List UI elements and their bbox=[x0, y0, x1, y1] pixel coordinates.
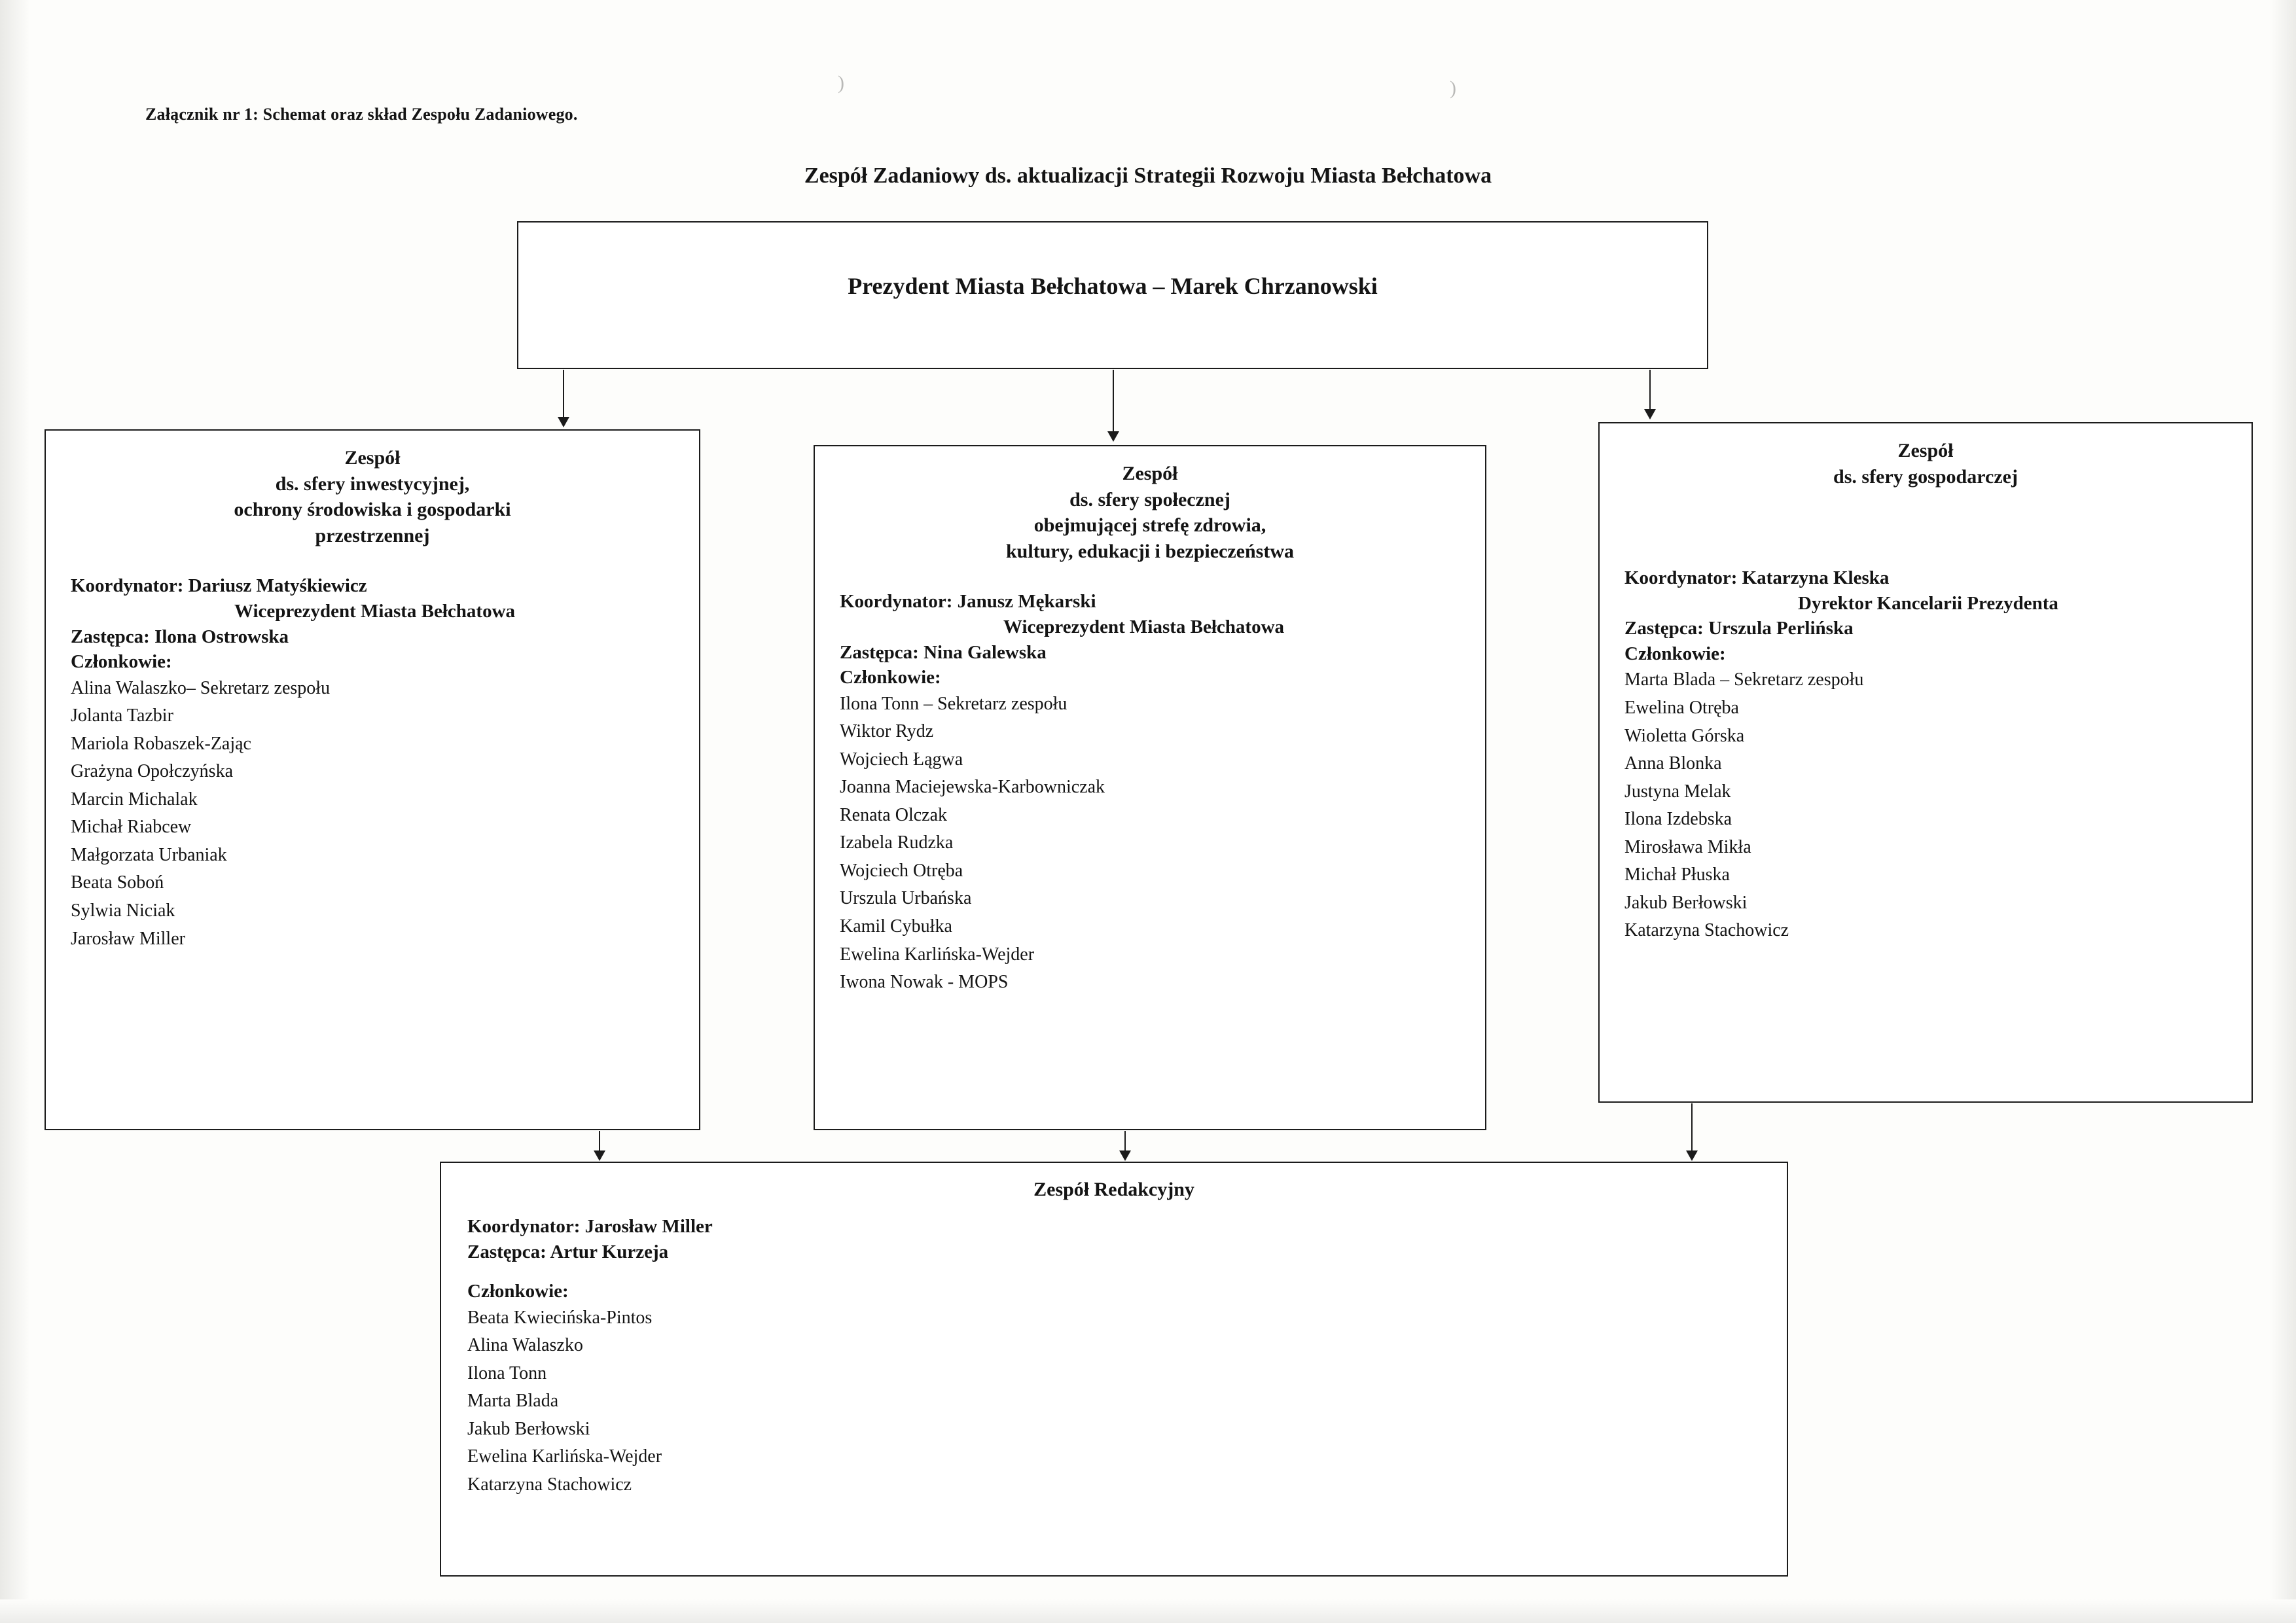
member-item: Jakub Berłowski bbox=[467, 1418, 590, 1439]
team-box-social bbox=[814, 445, 1486, 1130]
attachment-note: Załącznik nr 1: Schemat oraz skład Zespołu Zadaniowego. bbox=[145, 105, 578, 124]
member-item: Michał Riabcew bbox=[71, 817, 192, 838]
member-item: Małgorzata Urbaniak bbox=[71, 844, 227, 865]
member-item: Alina Walaszko– Sekretarz zespołu bbox=[71, 677, 331, 698]
team-header-line: ds. sfery gospodarczej bbox=[1833, 465, 2018, 488]
arrow-president-to-investment bbox=[563, 370, 564, 426]
coordinator: Koordynator: Janusz Mękarski bbox=[840, 591, 1096, 613]
member-item: Anna Blonka bbox=[1624, 753, 1722, 774]
coordinator-role: Dyrektor Kancelarii Prezydenta bbox=[1798, 592, 2058, 614]
team-body-investment bbox=[46, 573, 699, 953]
team-header-line: ds. sfery społecznej bbox=[1069, 488, 1230, 510]
team-header-line: kultury, edukacji i bezpieczeństwa bbox=[1006, 540, 1294, 562]
members-label: Członkowie: bbox=[840, 667, 941, 688]
team-header-line: przestrzennej bbox=[315, 524, 430, 546]
member-item: Wojciech Łągwa bbox=[840, 749, 963, 770]
member-item: Katarzyna Stachowicz bbox=[467, 1474, 632, 1495]
member-item: Urszula Urbańska bbox=[840, 888, 972, 909]
page-title: Zespół Zadaniowy ds. aktualizacji Strategii Rozwoju Miasta Bełchatowa bbox=[804, 164, 1492, 188]
team-header-line: Zespół bbox=[344, 447, 401, 469]
member-item: Marcin Michalak bbox=[71, 789, 198, 810]
scan-edge-left bbox=[0, 0, 30, 1623]
member-item: Mirosława Mikła bbox=[1624, 836, 1751, 857]
member-item: Beata Soboń bbox=[71, 872, 164, 893]
deputy: Zastępca: Ilona Ostrowska bbox=[71, 626, 289, 647]
member-item: Alina Walaszko bbox=[467, 1335, 583, 1356]
member-item: Grażyna Opołczyńska bbox=[71, 761, 234, 782]
editorial-team-box bbox=[440, 1162, 1788, 1577]
member-item: Sylwia Niciak bbox=[71, 901, 175, 921]
member-item: Marta Blada – Sekretarz zespołu bbox=[1624, 669, 1864, 690]
coordinator: Koordynator: Katarzyna Kleska bbox=[1624, 567, 1890, 589]
member-item: Iwona Nowak - MOPS bbox=[840, 972, 1009, 993]
scan-artifact-mark: ) bbox=[838, 72, 844, 94]
member-item: Wiktor Rydz bbox=[840, 721, 934, 742]
member-item: Katarzyna Stachowicz bbox=[1624, 920, 1789, 941]
team-header-line: Zespół bbox=[1122, 463, 1178, 484]
arrow-president-to-social bbox=[1113, 370, 1114, 440]
member-item: Beata Kwiecińska-Pintos bbox=[467, 1307, 653, 1328]
member-item: Ilona Tonn bbox=[467, 1363, 547, 1383]
members-list bbox=[71, 675, 683, 953]
arrow-social-to-editorial bbox=[1124, 1131, 1126, 1160]
member-item: Joanna Maciejewska-Karbowniczak bbox=[840, 777, 1105, 798]
team-header-line: Zespół bbox=[1897, 440, 1954, 461]
members-label: Członkowie: bbox=[71, 651, 172, 673]
member-item: Ilona Tonn – Sekretarz zespołu bbox=[840, 693, 1067, 714]
team-body-economy bbox=[1600, 565, 2251, 945]
deputy: Zastępca: Artur Kurzeja bbox=[467, 1241, 669, 1262]
deputy: Zastępca: Nina Galewska bbox=[840, 641, 1047, 663]
president-label: Prezydent Miasta Bełchatowa – Marek Chrzanowski bbox=[848, 273, 1378, 299]
member-item: Ewelina Otręba bbox=[1624, 697, 1739, 718]
team-box-investment bbox=[45, 429, 700, 1130]
member-item: Ewelina Karlińska-Wejder bbox=[840, 944, 1035, 965]
member-item: Jakub Berłowski bbox=[1624, 892, 1748, 913]
scan-artifact-mark: ) bbox=[1450, 77, 1456, 99]
coordinator: Koordynator: Dariusz Matyśkiewicz bbox=[71, 575, 367, 597]
team-header-line: ds. sfery inwestycyjnej, bbox=[275, 473, 470, 495]
member-item: Mariola Robaszek-Zając bbox=[71, 733, 251, 754]
deputy: Zastępca: Urszula Perlińska bbox=[1624, 618, 1854, 639]
member-item: Wioletta Górska bbox=[1624, 725, 1745, 746]
president-box bbox=[517, 221, 1708, 369]
member-item: Jarosław Miller bbox=[71, 928, 185, 949]
members-list bbox=[467, 1304, 1787, 1499]
member-item: Ewelina Karlińska-Wejder bbox=[467, 1446, 662, 1467]
member-item: Michał Płuska bbox=[1624, 865, 1730, 885]
member-item: Jolanta Tazbir bbox=[71, 705, 173, 726]
coordinator: Koordynator: Jarosław Miller bbox=[467, 1216, 713, 1237]
team-header-economy bbox=[1600, 423, 2251, 490]
members-list bbox=[1624, 666, 2236, 944]
member-item: Ilona Izdebska bbox=[1624, 809, 1732, 830]
member-item: Izabela Rudzka bbox=[840, 832, 954, 853]
member-item: Justyna Melak bbox=[1624, 781, 1731, 802]
arrow-economy-to-editorial bbox=[1691, 1103, 1693, 1160]
team-header-investment bbox=[46, 431, 699, 548]
editorial-team-title: Zespół Redakcyjny bbox=[1033, 1179, 1194, 1200]
editorial-team-body bbox=[441, 1201, 1787, 1499]
scan-edge-bottom bbox=[0, 1599, 2296, 1623]
team-header-social bbox=[815, 446, 1485, 564]
arrow-investment-to-editorial bbox=[599, 1131, 600, 1160]
coordinator-role: Wiceprezydent Miasta Bełchatowa bbox=[1003, 616, 1285, 637]
members-label: Członkowie: bbox=[467, 1281, 569, 1302]
member-item: Kamil Cybułka bbox=[840, 916, 952, 936]
arrow-president-to-economy bbox=[1649, 370, 1651, 418]
members-list bbox=[840, 690, 1469, 997]
team-box-economy bbox=[1598, 422, 2253, 1103]
scan-edge-right bbox=[2270, 0, 2296, 1623]
member-item: Wojciech Otręba bbox=[840, 860, 963, 881]
coordinator-role: Wiceprezydent Miasta Bełchatowa bbox=[234, 600, 516, 622]
member-item: Renata Olczak bbox=[840, 804, 948, 825]
team-body-social bbox=[815, 589, 1485, 996]
member-item: Marta Blada bbox=[467, 1391, 559, 1412]
team-header-line: ochrony środowiska i gospodarki bbox=[234, 499, 511, 521]
team-header-line: obejmującej strefę zdrowia, bbox=[1033, 514, 1266, 537]
members-label: Członkowie: bbox=[1624, 643, 1726, 664]
